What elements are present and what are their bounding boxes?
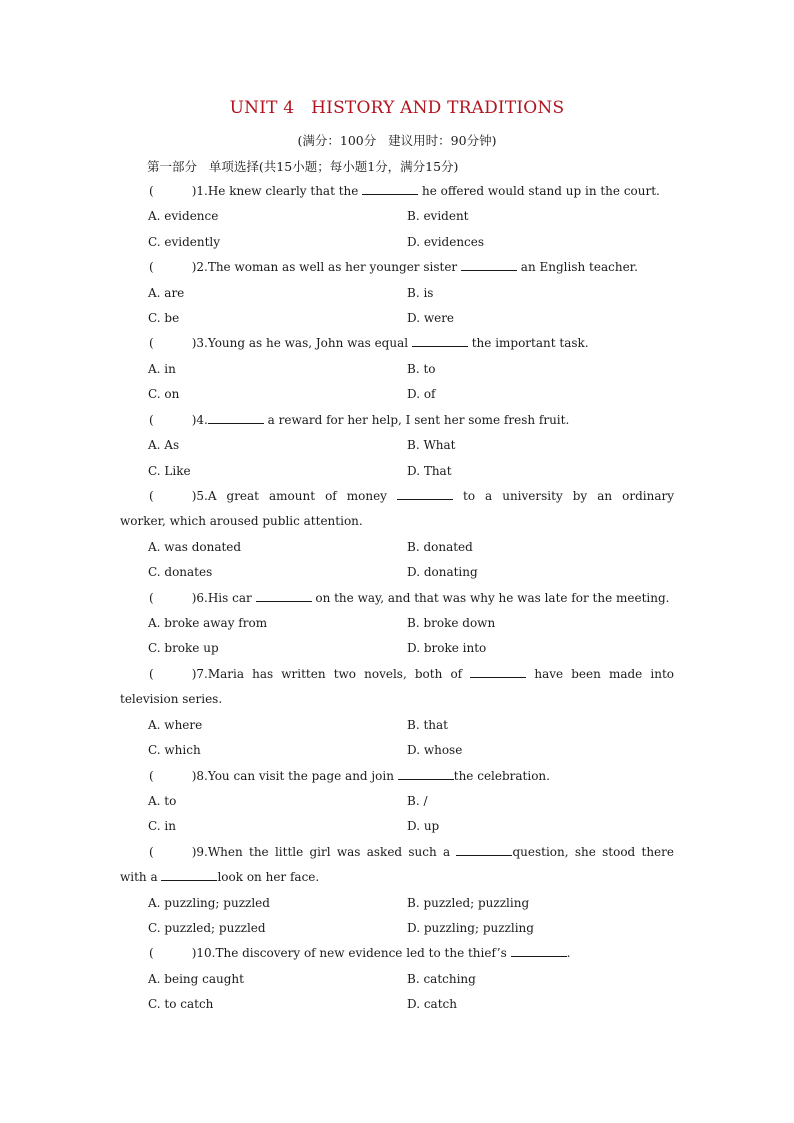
answer-paren-open: ( xyxy=(149,667,154,681)
question-line xyxy=(149,183,674,199)
option-a: A. where xyxy=(148,718,203,732)
question-line xyxy=(149,412,674,428)
question-number: 8. xyxy=(196,769,208,783)
question-text-after: . xyxy=(566,946,571,960)
question-number: 7. xyxy=(196,667,208,681)
question-line xyxy=(149,488,674,504)
option-a: A. in xyxy=(148,362,176,376)
question-number: 1. xyxy=(196,184,208,198)
question-text-before: The woman as well as her younger sister xyxy=(207,260,461,274)
question-line xyxy=(149,945,674,961)
answer-blank xyxy=(398,768,454,780)
question-continuation-text: television series. xyxy=(120,692,223,706)
option-a: A. to xyxy=(148,794,177,808)
option-a: A. are xyxy=(148,286,185,300)
question-continuation xyxy=(120,691,222,707)
question-text-before: Young as he was, John was equal xyxy=(207,336,412,350)
answer-paren-open: ( xyxy=(149,413,154,427)
option-b: B. What xyxy=(407,438,456,452)
answer-blank xyxy=(256,590,312,602)
answer-blank xyxy=(208,412,264,424)
answer-paren-close: ) xyxy=(191,845,197,859)
question-line xyxy=(149,768,674,784)
option-c: C. broke up xyxy=(148,641,219,655)
answer-blank xyxy=(412,335,468,347)
question-continuation-after: look on her face. xyxy=(217,870,320,884)
question-continuation xyxy=(120,869,319,885)
question-text-before: He knew clearly that the xyxy=(207,184,363,198)
answer-blank xyxy=(397,488,453,500)
question-continuation xyxy=(120,513,363,529)
answer-paren-open: ( xyxy=(149,845,154,859)
option-d: D. up xyxy=(407,819,440,833)
answer-paren-open: ( xyxy=(149,769,154,783)
option-b: B. that xyxy=(407,718,448,732)
option-d: D. puzzling; puzzling xyxy=(407,921,534,935)
option-d: D. broke into xyxy=(407,641,487,655)
question-line xyxy=(149,844,674,860)
question-text-after: have been made into xyxy=(526,667,674,681)
option-c: C. Like xyxy=(148,464,191,478)
option-b: B. catching xyxy=(407,972,476,986)
question-text-after: the celebration. xyxy=(453,769,550,783)
option-a: A. puzzling; puzzled xyxy=(148,896,270,910)
answer-paren-close: ) xyxy=(191,413,197,427)
option-a: A. being caught xyxy=(148,972,244,986)
option-a: A. evidence xyxy=(148,209,219,223)
answer-blank xyxy=(161,869,217,881)
option-a: A. As xyxy=(148,438,180,452)
option-b: B. puzzled; puzzling xyxy=(407,896,530,910)
answer-blank xyxy=(456,844,512,856)
option-c: C. be xyxy=(148,311,180,325)
answer-blank xyxy=(511,945,567,957)
option-c: C. to catch xyxy=(148,997,214,1011)
option-b: B. is xyxy=(407,286,434,300)
question-continuation-text: worker, which aroused public attention. xyxy=(120,514,363,528)
answer-paren-close: ) xyxy=(191,489,197,503)
question-number: 3. xyxy=(196,336,208,350)
question-text-before: His car xyxy=(207,591,256,605)
option-d: D. donating xyxy=(407,565,478,579)
option-a: A. was donated xyxy=(148,540,242,554)
question-text-before: You can visit the page and join xyxy=(207,769,398,783)
option-b: B. broke down xyxy=(407,616,496,630)
question-number: 6. xyxy=(196,591,208,605)
answer-paren-close: ) xyxy=(191,184,197,198)
answer-paren-open: ( xyxy=(149,489,154,503)
page-title: UNIT 4 HISTORY AND TRADITIONS xyxy=(229,98,565,118)
question-number: 5. xyxy=(196,489,208,503)
answer-blank xyxy=(470,666,526,678)
answer-paren-open: ( xyxy=(149,336,154,350)
answer-paren-close: ) xyxy=(191,591,197,605)
question-text-before: Maria has written two novels, both of xyxy=(207,667,471,681)
question-text-after: a reward for her help, I sent her some fresh fruit. xyxy=(263,413,570,427)
option-c: C. on xyxy=(148,387,180,401)
answer-blank xyxy=(461,259,517,271)
option-d: D. That xyxy=(407,464,452,478)
option-b: B. evident xyxy=(407,209,469,223)
question-text-after: he offered would stand up in the court. xyxy=(418,184,660,198)
question-number: 10. xyxy=(196,946,216,960)
answer-paren-close: ) xyxy=(191,769,197,783)
option-c: C. evidently xyxy=(148,235,221,249)
page-subtitle: (满分：100分 建议用时：90分钟) xyxy=(297,133,497,148)
question-text-before: When the little girl was asked such a xyxy=(207,845,457,859)
answer-paren-close: ) xyxy=(191,667,197,681)
answer-paren-close: ) xyxy=(191,260,197,274)
question-text-after: question, she stood there xyxy=(512,845,674,859)
question-text-after: an English teacher. xyxy=(516,260,638,274)
option-d: D. of xyxy=(407,387,436,401)
answer-paren-open: ( xyxy=(149,184,154,198)
question-continuation-before: with a xyxy=(120,870,162,884)
answer-paren-close: ) xyxy=(191,946,197,960)
option-a: A. broke away from xyxy=(148,616,268,630)
question-number: 4. xyxy=(196,413,208,427)
option-b: B. donated xyxy=(407,540,473,554)
option-b: B. to xyxy=(407,362,436,376)
option-c: C. puzzled; puzzled xyxy=(148,921,266,935)
answer-paren-open: ( xyxy=(149,591,154,605)
question-line xyxy=(149,335,674,351)
question-line xyxy=(149,666,674,682)
question-line xyxy=(149,259,674,275)
option-b: B. / xyxy=(407,794,428,808)
section-heading: 第一部分 单项选择(共15小题；每小题1分，满分15分) xyxy=(147,159,459,174)
option-d: D. evidences xyxy=(407,235,485,249)
question-text-after: the important task. xyxy=(467,336,589,350)
option-d: D. whose xyxy=(407,743,463,757)
option-d: D. were xyxy=(407,311,455,325)
question-text-after: to a university by an ordinary xyxy=(452,489,674,503)
question-text-after: on the way, and that was why he was late for the meeting. xyxy=(311,591,670,605)
option-d: D. catch xyxy=(407,997,457,1011)
answer-paren-open: ( xyxy=(149,946,154,960)
question-number: 9. xyxy=(196,845,208,859)
option-c: C. donates xyxy=(148,565,213,579)
question-text-before: A great amount of money xyxy=(207,489,397,503)
question-line xyxy=(149,590,674,606)
answer-paren-close: ) xyxy=(191,336,197,350)
answer-blank xyxy=(362,183,418,195)
question-number: 2. xyxy=(196,260,208,274)
option-c: C. in xyxy=(148,819,176,833)
question-text-before: The discovery of new evidence led to the thief’s xyxy=(215,946,511,960)
option-c: C. which xyxy=(148,743,201,757)
answer-paren-open: ( xyxy=(149,260,154,274)
